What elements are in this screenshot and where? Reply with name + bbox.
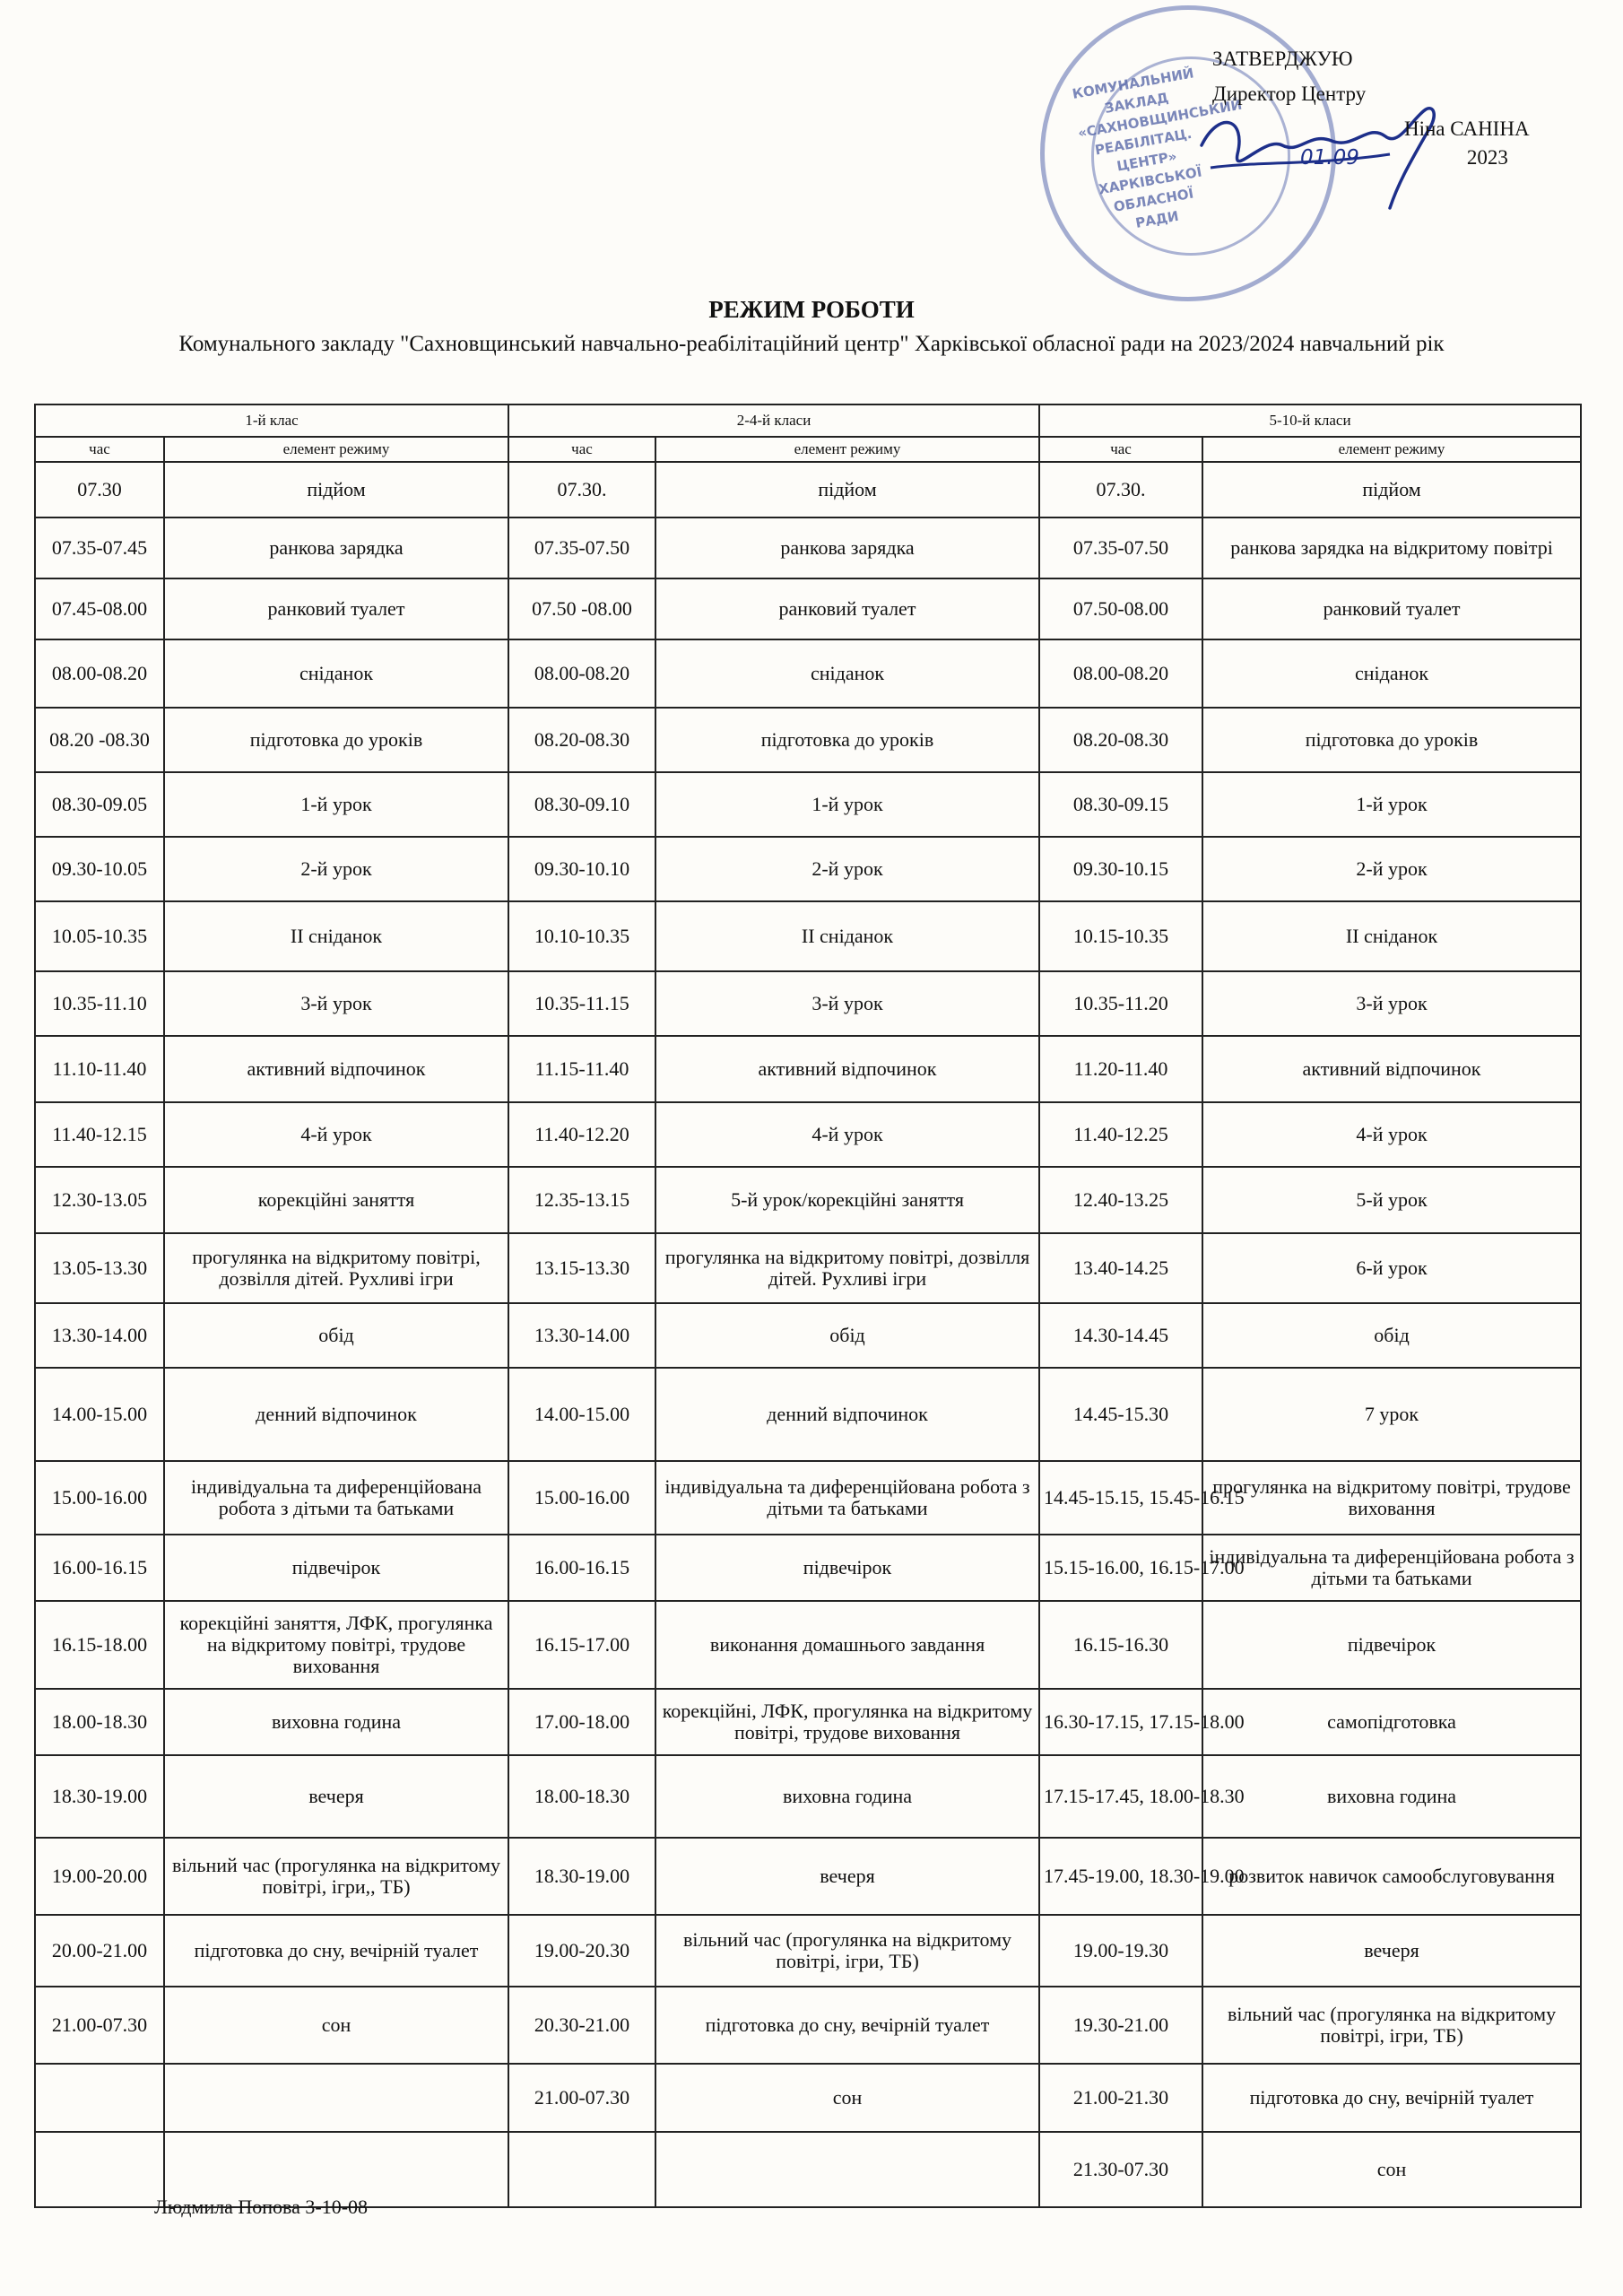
activity-cell: 6-й урок <box>1202 1233 1581 1303</box>
group-header-row <box>35 404 1581 437</box>
time-cell: 15.00-16.00 <box>35 1461 164 1535</box>
table-row <box>35 1838 1581 1915</box>
time-cell: 15.15-16.00, 16.15-17.00 <box>1039 1535 1202 1601</box>
page-title: РЕЖИМ РОБОТИ <box>708 296 915 323</box>
time-cell: 08.00-08.20 <box>1039 639 1202 708</box>
activity-cell: підготовка до сну, вечірній туалет <box>655 1987 1039 2064</box>
time-cell: 10.35-11.15 <box>508 971 655 1036</box>
activity-cell: самопідготовка <box>1202 1689 1581 1755</box>
activity-cell: прогулянка на відкритому повітрі, дозвілля дітей. Рухливі ігри <box>164 1233 508 1303</box>
activity-cell: сніданок <box>164 639 508 708</box>
time-cell: 17.45-19.00, 18.30-19.00 <box>1039 1838 1202 1915</box>
time-cell: 09.30-10.10 <box>508 837 655 901</box>
approval-name: Ніна САНІНА <box>1404 117 1530 140</box>
time-cell: 12.35-13.15 <box>508 1167 655 1233</box>
activity-cell: підйом <box>164 462 508 517</box>
activity-cell: активний відпочинок <box>655 1036 1039 1102</box>
time-cell: 07.45-08.00 <box>35 578 164 639</box>
activity-header-cell: елемент режиму <box>164 437 508 462</box>
time-cell: 21.00-21.30 <box>1039 2064 1202 2132</box>
time-cell: 16.00-16.15 <box>35 1535 164 1601</box>
activity-cell: ранковий туалет <box>1202 578 1581 639</box>
activity-header-cell: елемент режиму <box>1202 437 1581 462</box>
activity-cell: 3-й урок <box>1202 971 1581 1036</box>
time-cell: 16.00-16.15 <box>508 1535 655 1601</box>
footer-contact: Людмила Попова 3-10-08 <box>154 2196 369 2218</box>
table-row <box>35 971 1581 1036</box>
time-cell: 10.35-11.20 <box>1039 971 1202 1036</box>
time-header-cell: час <box>508 437 655 462</box>
table-row <box>35 1233 1581 1303</box>
activity-cell: виховна година <box>655 1755 1039 1838</box>
activity-cell: розвиток навичок самообслуговування <box>1202 1838 1581 1915</box>
approval-date <box>1300 140 1508 176</box>
activity-cell: вільний час (прогулянка на відкритому повітрі, ігри,, ТБ) <box>164 1838 508 1915</box>
activity-cell: корекційні, ЛФК, прогулянка на відкритому повітрі, трудове виховання <box>655 1689 1039 1755</box>
activity-cell: підвечірок <box>655 1535 1039 1601</box>
time-cell: 14.00-15.00 <box>508 1368 655 1461</box>
activity-cell: корекційні заняття <box>164 1167 508 1233</box>
activity-cell: прогулянка на відкритому повітрі, дозвілля дітей. Рухливі ігри <box>655 1233 1039 1303</box>
activity-cell: 2-й урок <box>164 837 508 901</box>
table-row <box>35 708 1581 772</box>
time-cell: 07.50-08.00 <box>1039 578 1202 639</box>
activity-cell: підготовка до сну, вечірній туалет <box>164 1915 508 1987</box>
table-row <box>35 1368 1581 1461</box>
activity-cell: ІІ сніданок <box>1202 901 1581 971</box>
time-cell: 08.20 -08.30 <box>35 708 164 772</box>
time-cell: 21.30-07.30 <box>1039 2132 1202 2207</box>
time-cell: 19.00-20.30 <box>508 1915 655 1987</box>
time-cell <box>508 2132 655 2207</box>
activity-cell: прогулянка на відкритому повітрі, трудове виховання <box>1202 1461 1581 1535</box>
activity-cell: 4-й урок <box>164 1102 508 1167</box>
activity-cell <box>655 2132 1039 2207</box>
activity-cell: підвечірок <box>164 1535 508 1601</box>
activity-cell: 7 урок <box>1202 1368 1581 1461</box>
table-row <box>35 1303 1581 1368</box>
activity-cell: денний відпочинок <box>164 1368 508 1461</box>
activity-cell: денний відпочинок <box>655 1368 1039 1461</box>
activity-cell: 3-й урок <box>655 971 1039 1036</box>
time-cell: 18.30-19.00 <box>35 1755 164 1838</box>
time-cell: 11.40-12.15 <box>35 1102 164 1167</box>
time-cell: 17.15-17.45, 18.00-18.30 <box>1039 1755 1202 1838</box>
table-row <box>35 1915 1581 1987</box>
table-row <box>35 1036 1581 1102</box>
time-cell: 14.45-15.15, 15.45-16.15 <box>1039 1461 1202 1535</box>
time-cell: 13.30-14.00 <box>35 1303 164 1368</box>
table-row <box>35 837 1581 901</box>
approval-block <box>1212 41 1589 170</box>
activity-cell: 4-й урок <box>655 1102 1039 1167</box>
time-header-cell: час <box>1039 437 1202 462</box>
group-header-cell: 5-10-й класи <box>1039 404 1581 437</box>
approval-date-handwritten: 01.09 <box>1300 146 1359 170</box>
activity-cell: підготовка до уроків <box>164 708 508 772</box>
time-cell: 10.10-10.35 <box>508 901 655 971</box>
time-cell <box>35 2064 164 2132</box>
time-cell: 19.30-21.00 <box>1039 1987 1202 2064</box>
activity-cell: вільний час (прогулянка на відкритому повітрі, ігри, ТБ) <box>1202 1987 1581 2064</box>
approval-year: 2023 <box>1466 146 1508 169</box>
time-cell <box>35 2132 164 2207</box>
activity-cell: сон <box>1202 2132 1581 2207</box>
activity-cell: ранкова зарядка <box>164 517 508 578</box>
activity-cell: вечеря <box>164 1755 508 1838</box>
time-cell: 09.30-10.15 <box>1039 837 1202 901</box>
table-row <box>35 772 1581 837</box>
time-cell: 08.00-08.20 <box>35 639 164 708</box>
activity-cell: ІІ сніданок <box>655 901 1039 971</box>
activity-cell: обід <box>655 1303 1039 1368</box>
time-cell: 09.30-10.05 <box>35 837 164 901</box>
table-row <box>35 2064 1581 2132</box>
time-cell: 07.30 <box>35 462 164 517</box>
activity-cell: вечеря <box>655 1838 1039 1915</box>
time-cell: 13.40-14.25 <box>1039 1233 1202 1303</box>
activity-cell: 2-й урок <box>655 837 1039 901</box>
activity-cell: ранкова зарядка <box>655 517 1039 578</box>
page-subtitle: Комунального закладу "Сахновщинський навчально-реабілітаційний центр" Харківської обласної ради на 2023/2024 навчальний рік <box>178 332 1445 356</box>
time-cell: 13.05-13.30 <box>35 1233 164 1303</box>
time-cell: 11.10-11.40 <box>35 1036 164 1102</box>
stamp-text: КОМУНАЛЬНИЙ ЗАКЛАД «САХНОВЩИНСЬКИЙ РЕАБІЛІТАЦ. ЦЕНТР» ХАРКІВСЬКОЇ ОБЛАСНОЇ РАДИ <box>1071 65 1244 231</box>
table-row <box>35 462 1581 517</box>
time-cell: 13.15-13.30 <box>508 1233 655 1303</box>
time-cell: 19.00-20.00 <box>35 1838 164 1915</box>
time-cell: 12.40-13.25 <box>1039 1167 1202 1233</box>
time-cell: 18.30-19.00 <box>508 1838 655 1915</box>
schedule-table <box>34 404 1582 2208</box>
activity-cell: 1-й урок <box>164 772 508 837</box>
time-cell: 12.30-13.05 <box>35 1167 164 1233</box>
activity-cell: 1-й урок <box>1202 772 1581 837</box>
activity-cell: сніданок <box>1202 639 1581 708</box>
time-cell: 18.00-18.30 <box>508 1755 655 1838</box>
table-row <box>35 1167 1581 1233</box>
time-cell: 07.35-07.50 <box>508 517 655 578</box>
table-row <box>35 639 1581 708</box>
time-cell: 14.00-15.00 <box>35 1368 164 1461</box>
activity-cell: виховна година <box>164 1689 508 1755</box>
table-row <box>35 1102 1581 1167</box>
time-cell: 07.35-07.45 <box>35 517 164 578</box>
activity-cell: вечеря <box>1202 1915 1581 1987</box>
time-cell: 11.40-12.25 <box>1039 1102 1202 1167</box>
activity-cell: індивідуальна та диференційована робота з дітьми та батьками <box>164 1461 508 1535</box>
activity-cell: сніданок <box>655 639 1039 708</box>
activity-cell: підйом <box>655 462 1039 517</box>
activity-cell: індивідуальна та диференційована робота з дітьми та батьками <box>1202 1535 1581 1601</box>
activity-cell: 2-й урок <box>1202 837 1581 901</box>
table-row <box>35 578 1581 639</box>
table-row <box>35 1601 1581 1689</box>
activity-cell: виконання домашнього завдання <box>655 1601 1039 1689</box>
table-row <box>35 1755 1581 1838</box>
time-cell: 08.00-08.20 <box>508 639 655 708</box>
table-row <box>35 1461 1581 1535</box>
time-cell: 08.20-08.30 <box>1039 708 1202 772</box>
activity-cell: активний відпочинок <box>1202 1036 1581 1102</box>
activity-cell: підйом <box>1202 462 1581 517</box>
activity-cell: індивідуальна та диференційована робота з дітьми та батьками <box>655 1461 1039 1535</box>
time-cell: 07.30. <box>508 462 655 517</box>
approval-role: Директор Центру <box>1212 83 1367 105</box>
time-cell: 08.30-09.15 <box>1039 772 1202 837</box>
time-header-cell: час <box>35 437 164 462</box>
activity-cell: 1-й урок <box>655 772 1039 837</box>
time-cell: 16.15-16.30 <box>1039 1601 1202 1689</box>
activity-cell: ранковий туалет <box>164 578 508 639</box>
time-cell: 13.30-14.00 <box>508 1303 655 1368</box>
activity-cell <box>164 2064 508 2132</box>
time-cell: 07.35-07.50 <box>1039 517 1202 578</box>
activity-cell: 4-й урок <box>1202 1102 1581 1167</box>
activity-cell: підвечірок <box>1202 1601 1581 1689</box>
time-cell: 14.45-15.30 <box>1039 1368 1202 1461</box>
approval-heading: ЗАТВЕРДЖУЮ <box>1212 48 1353 70</box>
activity-header-cell: елемент режиму <box>655 437 1039 462</box>
time-cell: 07.30. <box>1039 462 1202 517</box>
activity-cell: підготовка до уроків <box>1202 708 1581 772</box>
time-cell: 14.30-14.45 <box>1039 1303 1202 1368</box>
time-cell: 16.30-17.15, 17.15-18.00 <box>1039 1689 1202 1755</box>
group-header-cell: 2-4-й класи <box>508 404 1039 437</box>
time-cell: 10.15-10.35 <box>1039 901 1202 971</box>
time-cell: 11.20-11.40 <box>1039 1036 1202 1102</box>
activity-cell: 5-й урок <box>1202 1167 1581 1233</box>
time-cell: 08.30-09.10 <box>508 772 655 837</box>
activity-cell: виховна година <box>1202 1755 1581 1838</box>
table-row <box>35 1987 1581 2064</box>
time-cell: 07.50 -08.00 <box>508 578 655 639</box>
time-cell: 16.15-17.00 <box>508 1601 655 1689</box>
time-cell: 15.00-16.00 <box>508 1461 655 1535</box>
time-cell: 10.05-10.35 <box>35 901 164 971</box>
table-row <box>35 901 1581 971</box>
activity-cell: сон <box>655 2064 1039 2132</box>
activity-cell: обід <box>1202 1303 1581 1368</box>
activity-cell: ранковий туалет <box>655 578 1039 639</box>
time-cell: 21.00-07.30 <box>508 2064 655 2132</box>
time-cell: 10.35-11.10 <box>35 971 164 1036</box>
time-cell: 20.00-21.00 <box>35 1915 164 1987</box>
time-cell: 19.00-19.30 <box>1039 1915 1202 1987</box>
time-cell: 16.15-18.00 <box>35 1601 164 1689</box>
group-header-cell: 1-й клас <box>35 404 508 437</box>
time-cell: 08.30-09.05 <box>35 772 164 837</box>
time-cell: 21.00-07.30 <box>35 1987 164 2064</box>
activity-cell: сон <box>164 1987 508 2064</box>
time-cell: 17.00-18.00 <box>508 1689 655 1755</box>
activity-cell: 3-й урок <box>164 971 508 1036</box>
activity-cell: ранкова зарядка на відкритому повітрі <box>1202 517 1581 578</box>
time-cell: 18.00-18.30 <box>35 1689 164 1755</box>
activity-cell: корекційні заняття, ЛФК, прогулянка на відкритому повітрі, трудове виховання <box>164 1601 508 1689</box>
activity-cell: активний відпочинок <box>164 1036 508 1102</box>
activity-cell: ІІ сніданок <box>164 901 508 971</box>
activity-cell: 5-й урок/корекційні заняття <box>655 1167 1039 1233</box>
time-cell: 11.40-12.20 <box>508 1102 655 1167</box>
activity-cell: підготовка до уроків <box>655 708 1039 772</box>
table-row <box>35 517 1581 578</box>
time-cell: 08.20-08.30 <box>508 708 655 772</box>
table-row <box>35 1535 1581 1601</box>
table-row <box>35 1689 1581 1755</box>
activity-cell: підготовка до сну, вечірній туалет <box>1202 2064 1581 2132</box>
time-cell: 11.15-11.40 <box>508 1036 655 1102</box>
activity-cell: вільний час (прогулянка на відкритому повітрі, ігри, ТБ) <box>655 1915 1039 1987</box>
time-cell: 20.30-21.00 <box>508 1987 655 2064</box>
activity-cell: обід <box>164 1303 508 1368</box>
subheader-row <box>35 437 1581 462</box>
